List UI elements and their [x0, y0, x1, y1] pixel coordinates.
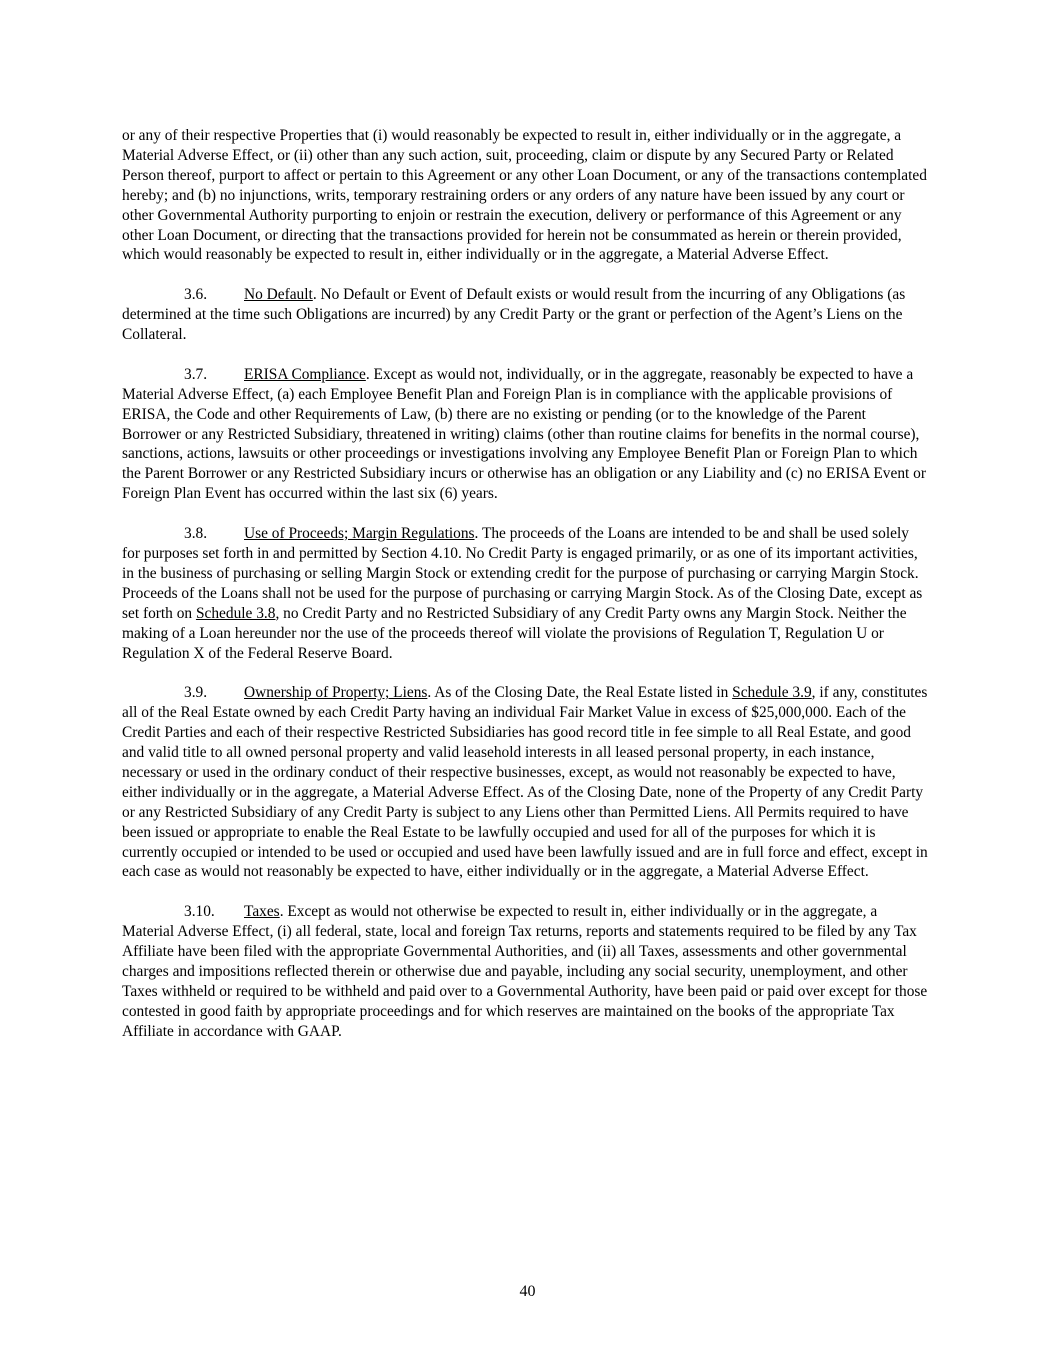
section-3-10	[122, 902, 928, 1041]
section-3-9	[122, 683, 928, 882]
document-page-body	[122, 126, 928, 1062]
section-text: , if any, constitutes all of the Real Estate owned by each Credit Party having an individual Fair Market Value in excess of $25,000,000. Each of the Credit Parties and each of their respective Restricted Subsidiaries has good record title in fee simple to all Real Estate, and good and valid title to all owned personal property and valid leasehold interests in all leased personal property, in each instance, necessary or used in the ordinary conduct of their respective businesses, except, as would not reasonably be expected to have, either individually or in the aggregate, a Material Adverse Effect. As of the Closing Date, none of the Property of any Credit Party or any Restricted Subsidiary of any Credit Party is subject to any Liens other than Permitted Liens. All Permits required to have been issued or appropriate to enable the Real Estate to be lawfully occupied and used for all of the purposes for which it is currently occupied or intended to be used or occupied and used have been lawfully issued and are in full force and effect, except in each case as would not reasonably be expected to have, either individually or in the aggregate, a Material Adverse Effect.	[122, 684, 928, 881]
section-3-6	[122, 285, 928, 345]
section-heading: ERISA Compliance	[244, 365, 366, 383]
schedule-reference: Schedule 3.9	[732, 684, 812, 702]
section-text: . As of the Closing Date, the Real Estate listed in	[427, 684, 733, 702]
section-heading: Ownership of Property; Liens	[244, 684, 428, 702]
schedule-reference: Schedule 3.8	[195, 604, 276, 622]
section-heading: No Default	[244, 286, 313, 304]
section-text: . Except as would not, individually, or in the aggregate, reasonably be expected to have a Material Adverse Effect, (a) each Employee Benefit Plan and Foreign Plan is in compliance with the applicable provisions of ERISA, the Code and other Requirements of Law, (b) there are no existing or pending (or to the knowledge of the Parent Borrower or any Restricted Subsidiary, threatened in writing) claims (other than routine claims for benefits in the normal course), sanctions, actions, lawsuits or other proceedings or investigations involving any Employee Benefit Plan or Foreign Plan to which the Parent Borrower or any Restricted Subsidiary incurs or otherwise has an obligation or any Liability and (c) no ERISA Event or Foreign Plan Event has occurred within the last six (6) years.	[122, 365, 926, 503]
section-text: . The proceeds of the Loans are intended to be and shall be used solely for purposes set forth in and permitted by Section 4.10. No Credit Party is engaged primarily, or as one of its important activities, in the business of purchasing or selling Margin Stock or extending credit for the purpose of purchasing or carrying Margin Stock. Proceeds of the Loans shall not be used for the purpose of purchasing or carrying Margin Stock. As of the Closing Date, except as set forth on	[122, 525, 923, 622]
continuation-paragraph: or any of their respective Properties that (i) would reasonably be expected to result in, either individually or in the aggregate, a Material Adverse Effect, or (ii) other than any such action, suit, proceeding, claim or dispute by any Secured Party or Related Person thereof, purport to affect or pertain to this Agreement or any other Loan Document, or any of the transactions contemplated hereby; and (b) no injunctions, writs, temporary restraining orders or any orders of any nature have been issued by any court or other Governmental Authority purporting to enjoin or restrain the execution, delivery or performance of this Agreement or any other Loan Document, or directing that the transactions provided for herein not be consummated as herein or therein provided, which would reasonably be expected to result in, either individually or in the aggregate, a Material Adverse Effect.	[122, 127, 927, 264]
section-3-7	[122, 365, 928, 504]
section-number: 3.7.	[184, 365, 208, 383]
section-heading: Use of Proceeds; Margin Regulations	[244, 525, 475, 543]
section-text: . Except as would not otherwise be expected to result in, either individually or in the aggregate, a Material Adverse Effect, (i) all federal, state, local and foreign Tax returns, reports and statements required to be filed by any Tax Affiliate have been filed with the appropriate Governmental Authorities, and (ii) all Taxes, assessments and other governmental charges and impositions reflected therein or otherwise due and payable, including any social security, unemployment, and other Taxes withheld or required to be withheld and paid over to a Governmental Authority, have been paid or paid over except for those contested in good faith by appropriate proceedings and for which reserves are maintained on the books of the appropriate Tax Affiliate in accordance with GAAP.	[122, 903, 928, 1040]
section-number: 3.6.	[184, 286, 208, 304]
section-number: 3.9.	[184, 684, 208, 702]
section-heading: Taxes	[244, 903, 280, 921]
page-number: 40	[519, 1283, 536, 1300]
section-number: 3.8.	[184, 525, 208, 543]
section-text: . No Default or Event of Default exists or would result from the incurring of any Obligations (as determined at the time such Obligations are incurred) by any Credit Party or the grant or perfection of the Agent’s Liens on the Collateral.	[122, 286, 906, 344]
section-text: , no Credit Party and no Restricted Subsidiary of any Credit Party owns any Margin Stock. Neither the making of a Loan hereunder nor the use of the proceeds thereof will violate the provisions of Regulation T, Regulation U or Regulation X of the Federal Reserve Board.	[122, 604, 907, 662]
section-number: 3.10.	[184, 903, 215, 921]
section-3-8	[122, 524, 928, 663]
